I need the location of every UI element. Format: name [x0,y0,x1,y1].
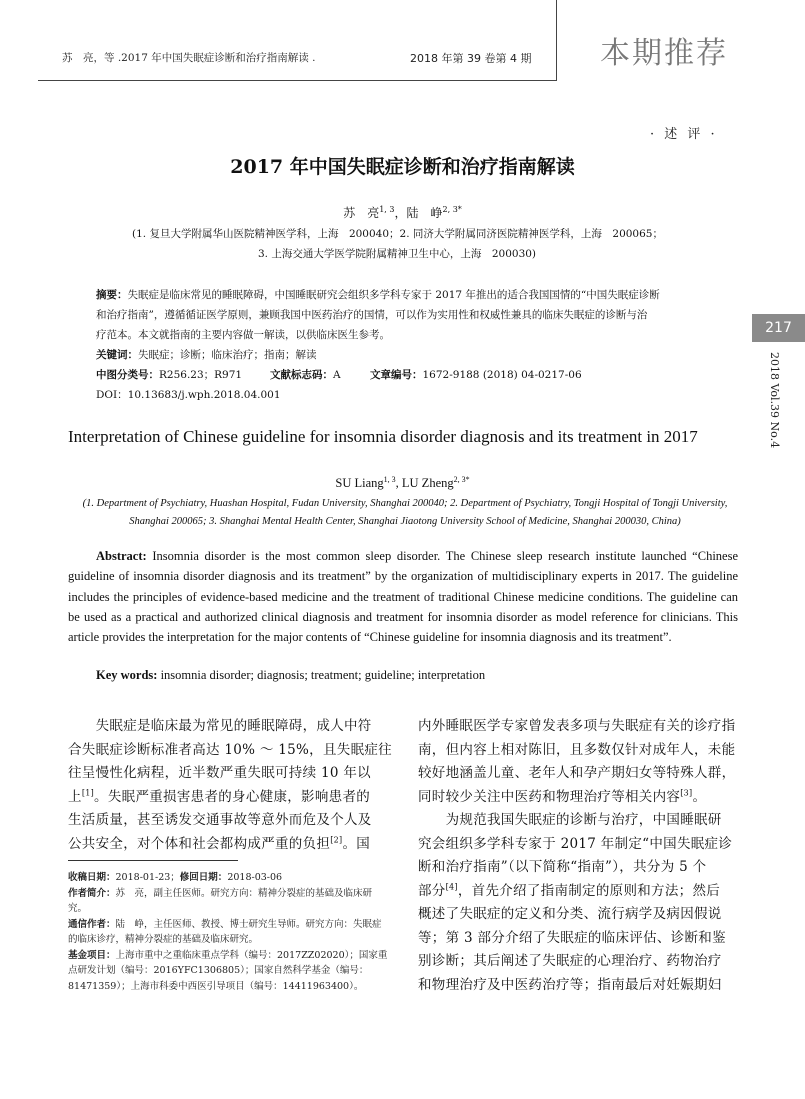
cn-keywords-label: 关键词： [96,349,138,361]
header-divider [556,0,557,81]
en-abstract-text: Insomnia disorder is the most common sleep disorder. The Chinese sleep research institute launched “Chinese guideline of insomnia disorder diagnosis and its treatment” by the organization of multidisciplinary experts in 2017. The guideline includes the principles of evidence-based medicine and the treatment of traditional Chinese medicine conditions. The guideline can be used as a practical and authorized clinical diagnosis and treatment for insomnia disorder as model reference for clinicians. This article provides the interpretation for the major contents of “Chinese guideline for insomnia diagnosis and its treatment”. [68,549,738,645]
en-article-title: Interpretation of Chinese guideline for insomnia disorder diagnosis and its treatment in 2017 [68,427,698,446]
en-abstract [68,546,738,647]
section-label: · 述 评 · [650,127,718,142]
citation-ref[interactable]: [4] [445,882,458,891]
body-line: 合失眠症诊断标准者高达 10% ～ 15%，且失眠症往 [68,741,392,758]
page-number-tab: 217 [752,314,805,342]
header-rule [38,80,556,81]
cn-abstract-line: 疗范本。本文就指南的主要内容做一解读，以供临床医生参考。 [96,329,390,341]
cn-doc-code: 文献标志码：A [270,369,341,381]
cn-affiliation-line-1: (1. 复旦大学附属华山医院精神医学科，上海 200040；2. 同济大学附属同济医院精神医学科，上海 200065； [132,228,663,240]
body-line: 内外睡眠医学专家曾发表多项与失眠症有关的诊疗指 [418,718,736,734]
cn-author-1: 苏 亮 [343,206,380,220]
cn-author-1-affil: 1, 3 [379,205,395,214]
citation-ref[interactable]: [3] [680,788,693,797]
side-volume-label: 2018 Vol.39 No.4 [768,352,781,449]
cn-doi: DOI：10.13683/j.wph.2018.04.001 [96,389,281,401]
citation-ref[interactable]: [1] [81,788,95,797]
body-line: 等；第 3 部分介绍了失眠症的临床评估、诊断和鉴 [418,929,726,946]
cn-abstract-line: 和治疗指南”，遵循循证医学原则，兼顾我国中医药治疗的国情，可以作为实用性和权威性兼具的临床失眠症的诊断与治 [96,309,648,321]
cn-clc: 中图分类号：R256.23；R971 [96,369,243,381]
body-line: 断和治疗指南”（以下简称“指南”），共分为 5 个 [418,859,707,875]
cn-keywords: 关键词：失眠症；诊断；临床治疗；指南；解读 [96,349,317,361]
body-line: 南，但内容上相对陈旧，且多数仅针对成年人，未能 [418,741,736,758]
body-line: 上[1]。失眠严重损害患者的身心健康，影响患者的 [68,788,371,805]
body-line: 失眠症是临床最为常见的睡眠障碍，成人中符 [68,718,372,734]
footnote-dates: 收稿日期：2018-01-23；修回日期：2018-03-06 [68,872,283,883]
cn-author-sep: ， [394,206,407,220]
body-line: 别诊断；其后阐述了失眠症的心理治疗、药物治疗 [418,953,722,969]
cn-abstract-line: 摘要：失眠症是临床常见的睡眠障碍，中国睡眠研究会组织多学科专家于 2017 年推出的适合我国国情的“中国失眠症诊断 [96,289,660,301]
cn-article-number: 文章编号：1672-9188 (2018) 04-0217-06 [370,369,582,381]
body-line: 同时较少关注中医药和物理治疗等相关内容[3]。 [418,788,707,805]
cn-abstract-label: 摘要： [96,289,128,301]
cn-article-title: 2017 年中国失眠症诊断和治疗指南解读 [230,156,575,178]
footnote-corresponding: 通信作者：陆 峥，主任医师、教授、博士研究生导师。研究方向：失眠症的临床诊疗，精神分裂症的基础及临床研究。 [68,918,382,945]
column-brand: 本期推荐 [600,36,728,71]
cn-affiliation-line-2: 3. 上海交通大学医学院附属精神卫生中心，上海 200030) [258,248,537,260]
en-keywords-label: Key words: [96,668,158,682]
footnote-funding: 基金项目：上海市重中之重临床重点学科（编号：2017ZZ02020）；国家重点研发计划（编号：2016YFC1306805）；国家自然科学基金（编号：81471359）；上海市科委中西医引导项目（编号：14411963400）。 [68,949,388,992]
body-line: 部分[4]，首先介绍了指南制定的原则和方法；然后 [418,882,721,899]
en-author-1: SU Liang [335,476,384,491]
body-line: 概述了失眠症的定义和分类、流行病学及病因假说 [418,906,722,922]
footnote-rule [68,860,238,861]
footnote-bio: 作者简介：苏 亮，副主任医师。研究方向：精神分裂症的基础及临床研究。 [68,887,373,914]
en-keywords: Key words: insomnia disorder; diagnosis; treatment; guideline; interpretation [96,668,486,682]
en-author-2: LU Zheng [401,476,454,491]
body-line: 为规范我国失眠症的诊断与治疗，中国睡眠研 [418,812,722,828]
body-line: 和物理治疗及中医药治疗等；指南最后对妊娠期妇 [418,976,722,993]
en-authors: SU Liang$^{1, 3}$, LU Zheng$^{2, 3*}$ [335,475,470,491]
issue-info: 2018 年第 39 卷第 4 期 [410,52,532,65]
cn-author-2: 陆 峥 [406,206,443,220]
body-line: 公共安全，对个体和社会都构成严重的负担[2]。国 [68,835,371,852]
citation-ref[interactable]: [2] [330,835,343,844]
en-affiliation: (1. Department of Psychiatry, Huashan Hospital, Fudan University, Shanghai 200040; 2. Department of Psychiatry, Tongji Hospital of Tongji University, Shanghai 200065; 3. Shanghai Mental Health Center, Shanghai Jiaotong University School of Medicine, Shanghai 200030, China) [82,498,728,527]
cn-author-2-affil: 2, 3* [442,205,462,214]
body-line: 较好地涵盖儿童、老年人和孕产期妇女等特殊人群， [418,765,736,781]
running-title: 苏 亮，等 .2017 年中国失眠症诊断和治疗指南解读 . [62,52,316,64]
cn-authors [0,204,805,221]
footnotes [68,870,390,994]
body-line: 究会组织多学科专家于 2017 年制定“中国失眠症诊 [418,835,733,852]
body-line: 往呈慢性化病程，近半数严重失眠可持续 10 年以 [68,765,371,781]
body-line: 生活质量，甚至诱发交通事故等意外而危及个人及 [68,812,372,828]
en-abstract-label: Abstract: [96,549,147,563]
